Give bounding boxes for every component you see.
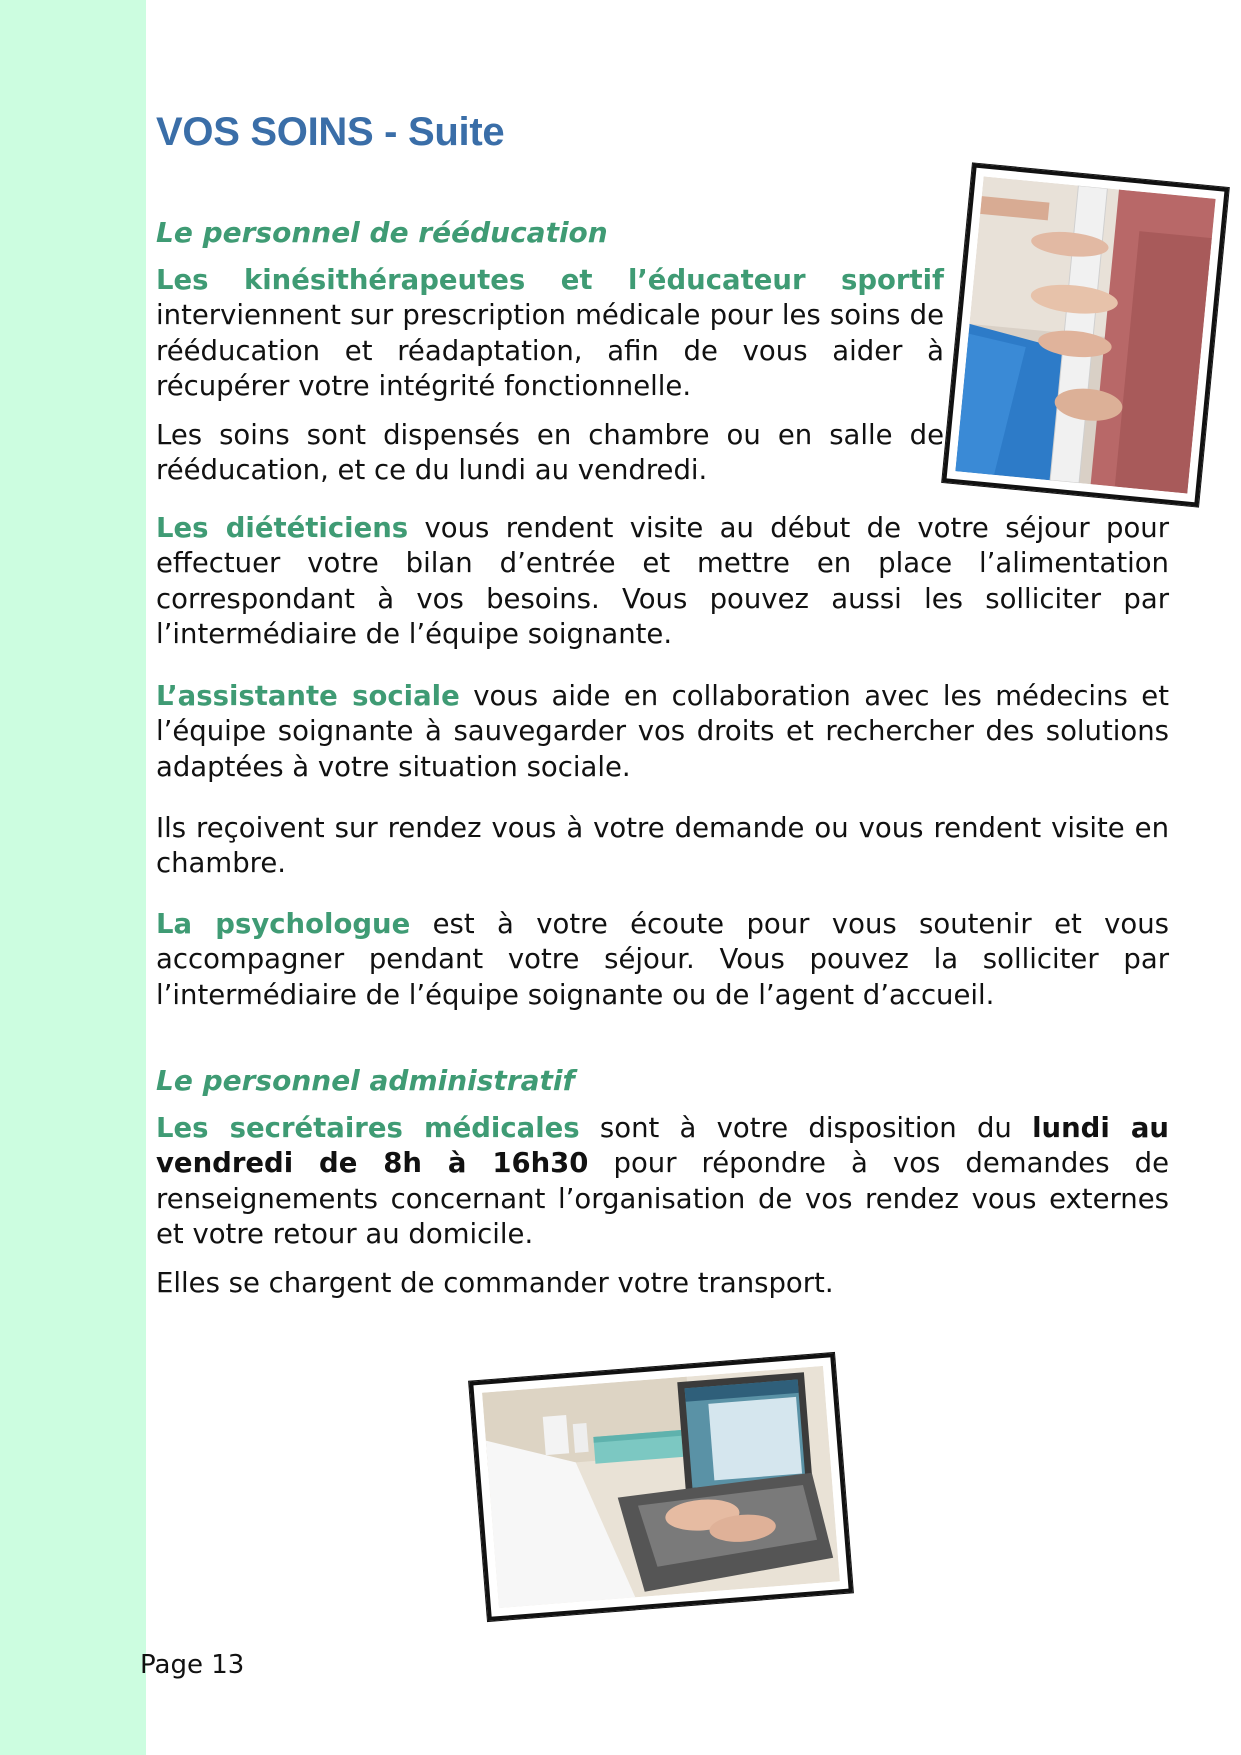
paragraph-transport: Elles se chargent de commander votre transport.	[156, 1267, 834, 1299]
side-band	[0, 0, 146, 1755]
paragraph-assistante	[156, 679, 1169, 785]
section-heading-admin: Le personnel administratif	[156, 1064, 575, 1097]
secretaires-lead: Les secrétaires médicales	[156, 1112, 580, 1144]
photo-reeducation	[942, 163, 1228, 506]
section-heading-reeducation: Le personnel de rééducation	[156, 216, 608, 249]
paragraph-dieteticiens	[156, 511, 1169, 652]
page-title: VOS SOINS - Suite	[156, 110, 505, 154]
assistante-lead: L’assistante sociale	[156, 680, 460, 712]
paragraph-kine	[156, 263, 944, 404]
reeducation-image	[955, 177, 1215, 494]
assistante-text: vous aide en collaboration avec les médecins et l’équipe soignante à sauvegarder vos droits et rechercher des solutions adaptées à votre situation sociale.	[156, 680, 1169, 783]
secretaires-text-2: pour répondre à vos demandes de renseignements concernant l’organisation de vos rendez vous externes et votre retour au domicile.	[156, 1147, 1169, 1250]
photo-secretariat	[469, 1353, 853, 1621]
paragraph-psychologue	[156, 907, 1169, 1013]
paragraph-soins: Les soins sont dispensés en chambre ou en salle de rééducation, et ce du lundi au vendredi.	[156, 419, 944, 487]
page-number: Page 13	[140, 1650, 245, 1680]
paragraph-secretaires	[156, 1111, 1169, 1252]
psychologue-lead: La psychologue	[156, 908, 411, 940]
secretariat-image	[482, 1366, 840, 1608]
paragraph-recoivent: Ils reçoivent sur rendez vous à votre demande ou vous rendent visite en chambre.	[156, 812, 1169, 880]
kine-text: interviennent sur prescription médicale pour les soins de rééducation et réadaptation, afin de vous aider à récupérer votre intégrité fonctionnelle.	[156, 299, 944, 402]
kine-lead: Les kinésithérapeutes et l’éducateur sportif	[156, 264, 944, 296]
dieteticiens-lead: Les diététiciens	[156, 512, 409, 544]
dieteticiens-text: vous rendent visite au début de votre séjour pour effectuer votre bilan d’entrée et mettre en place l’alimentation correspondant à vos besoins. Vous pouvez aussi les solliciter par l’intermédiaire de l’équipe soignante.	[156, 512, 1170, 650]
secretaires-text-1: sont à votre disposition du	[579, 1112, 1033, 1144]
psychologue-text: est à votre écoute pour vous soutenir et vous accompagner pendant votre séjour. Vous pouvez la solliciter par l’intermédiaire de l’équipe soignante ou de l’agent d’accueil.	[156, 908, 1170, 1011]
secretaires-hours: lundi au vendredi de 8h à 16h30	[156, 1112, 1169, 1180]
